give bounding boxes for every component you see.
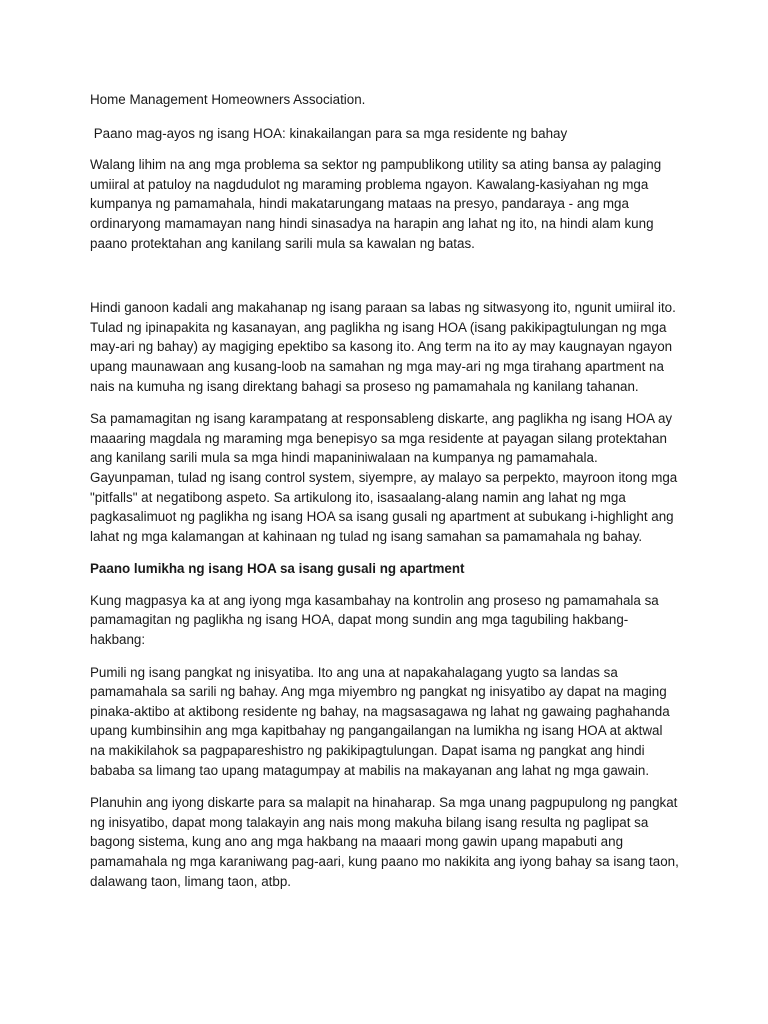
document-page xyxy=(90,90,680,904)
paragraph-intro-3: Sa pamamagitan ng isang karampatang at responsableng diskarte, ang paglikha ng isang HOA ay maaaring magdala ng maraming mga benepisyo sa mga residente at payagan silang protektahan ang kanilang sarili mula sa mga hindi mapaniniwalaan na kumpanya ng pamamahala. Gayunpaman, tulad ng isang control system, siyempre, ay malayo sa perpekto, mayroon itong mga "pitfalls" at negatibong aspeto. Sa artikulong ito, isasaalang-alang namin ang lahat ng mga pagkasalimuot ng paglikha ng isang HOA sa isang gusali ng apartment at subukang i-highlight ang lahat ng mga kalamangan at kahinaan ng tulad ng isang samahan sa pamamahala ng bahay. xyxy=(90,411,678,544)
paragraph-intro-2: Hindi ganoon kadali ang makahanap ng isang paraan sa labas ng sitwasyong ito, ngunit umiiral ito. Tulad ng ipinapakita ng kasanayan, ang paglikha ng isang HOA (isang pakikipagtulungan ng mga may-ari ng bahay) ay magiging epektibo sa kasong ito. Ang term na ito ay may kaugnayan ngayon upang maunawaan ang kusang-loob na samahan ng mga may-ari ng mga tirahang apartment na nais na kumuha ng isang direktang bahagi sa proseso ng pamamahala ng kanilang tahanan. xyxy=(90,300,676,394)
section-heading: Paano lumikha ng isang HOA sa isang gusali ng apartment xyxy=(90,561,465,577)
paragraph-section-1: Kung magpasya ka at ang iyong mga kasambahay na kontrolin ang proseso ng pamamahala sa pamamagitan ng paglikha ng isang HOA, dapat mong sundin ang mga tagubiling hakbang-hakbang: xyxy=(90,592,659,648)
paragraph-section-3: Planuhin ang iyong diskarte para sa malapit na hinaharap. Sa mga unang pagpupulong ng pangkat ng inisyatibo, dapat mong talakayin ang nais mong makuha bilang isang resulta ng paglipat sa bagong sistema, kung ano ang mga hakbang na maaari mong gawin upang mapabuti ang pamamahala ng mga karaniwang pag-aari, kung paano mo nakikita ang iyong bahay sa isang taon, dalawang taon, limang taon, atbp. xyxy=(90,795,679,889)
document-subtitle: Paano mag-ayos ng isang HOA: kinakailangan para sa mga residente ng bahay xyxy=(90,125,568,141)
org-title: Home Management Homeowners Association. xyxy=(90,92,366,107)
paragraph-intro-1: Walang lihim na ang mga problema sa sektor ng pampublikong utility sa ating bansa ay palaging umiiral at patuloy na nagdudulot ng maraming problema ngayon. Kawalang-kasiyahan ng mga kumpanya ng pamamahala, hindi makatarungang mataas na presyo, pandaraya - ang mga ordinaryong mamamayan nang hindi sinasadya na harapin ang lahat ng ito, na hindi alam kung paano protektahan ang kanilang sarili mula sa kawalan ng batas. xyxy=(90,157,662,251)
paragraph-section-2: Pumili ng isang pangkat ng inisyatiba. Ito ang una at napakahalagang yugto sa landas sa pamamahala sa sarili ng bahay. Ang mga miyembro ng pangkat ng inisyatibo ay dapat na maging pinaka-aktibo at aktibong residente ng bahay, na magsasagawa ng lahat ng gawaing paghahanda upang kumbinsihin ang mga kapitbahay ng pangangailangan na lumikha ng isang HOA at aktwal na makikilahok sa pagpapareshistro ng pakikipagtulungan. Dapat isama ng pangkat ang hindi bababa sa limang tao upang matagumpay at mabilis na makayanan ang lahat ng mga gawain. xyxy=(90,664,670,778)
